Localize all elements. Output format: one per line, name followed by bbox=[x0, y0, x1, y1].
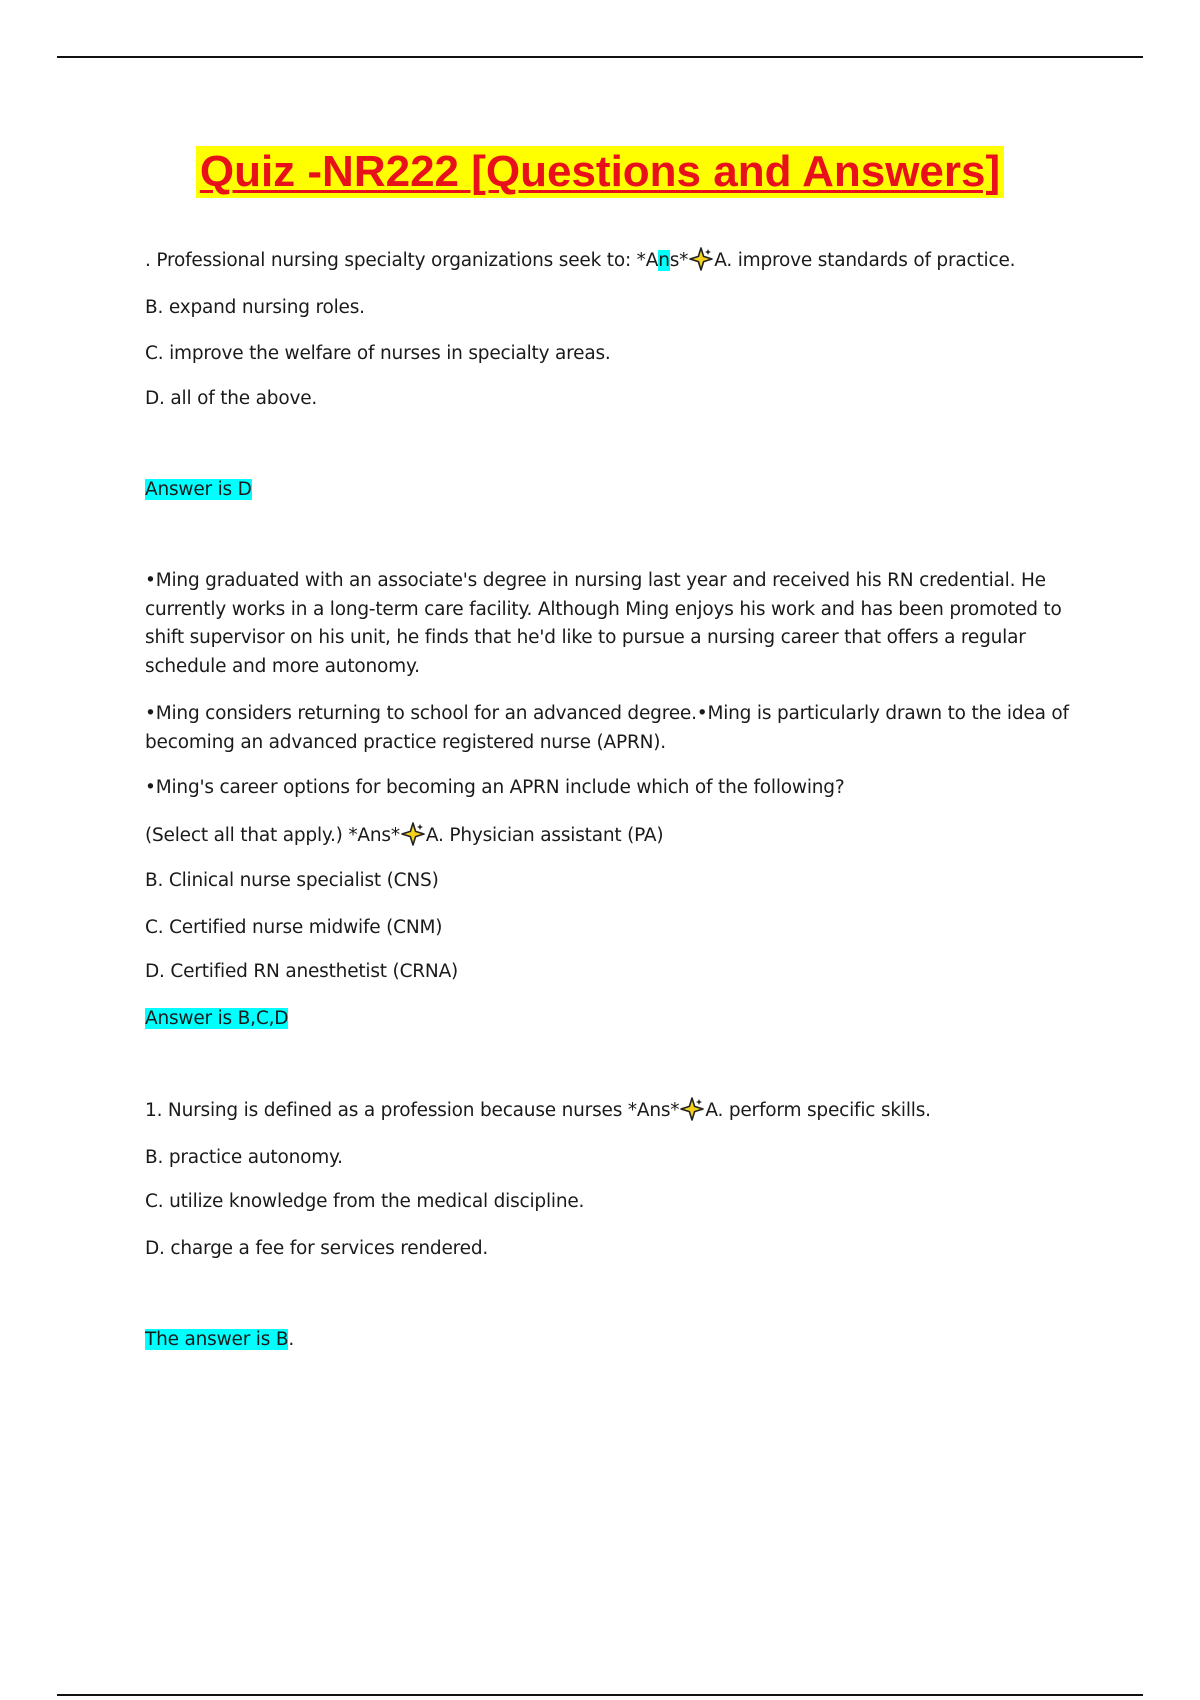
title-container bbox=[0, 146, 1200, 198]
q1-stem-highlight: n bbox=[658, 250, 670, 271]
q3-option-b: B. practice autonomy. bbox=[145, 1147, 343, 1168]
sparkle-star-icon bbox=[689, 247, 713, 271]
q2-answer bbox=[145, 1005, 1085, 1033]
q1-stem-text: . Professional nursing specialty organizations seek to: *A bbox=[145, 250, 659, 271]
q1-answer bbox=[145, 476, 1085, 504]
q3-stem bbox=[145, 1097, 1085, 1125]
q1-answer-text: Answer is D bbox=[145, 479, 252, 500]
q2-option-a: A. Physician assistant (PA) bbox=[425, 825, 664, 846]
q2-stem-text: (Select all that apply.) *Ans* bbox=[145, 825, 400, 846]
q1-option-d: D. all of the above. bbox=[145, 388, 318, 409]
q3-option-a: A. perform specific skills. bbox=[705, 1100, 931, 1121]
footer-rule bbox=[57, 1694, 1143, 1696]
q2-option-b: B. Clinical nurse specialist (CNS) bbox=[145, 870, 439, 891]
q2-paragraph-3: •Ming's career options for becoming an APRN include which of the following? bbox=[145, 777, 845, 798]
q2-option-c: C. Certified nurse midwife (CNM) bbox=[145, 917, 443, 938]
header-rule bbox=[57, 56, 1143, 58]
q1-stem-text-end: s* bbox=[669, 250, 689, 271]
q2-paragraph-2: •Ming considers returning to school for an advanced degree.•Ming is particularly drawn to the idea of becoming an advanced practice registered nurse (APRN). bbox=[145, 703, 1069, 753]
q1-stem bbox=[145, 247, 1085, 275]
q1-option-b: B. expand nursing roles. bbox=[145, 297, 365, 318]
q2-option-d: D. Certified RN anesthetist (CRNA) bbox=[145, 961, 459, 982]
q2-answer-text: Answer is B,C,D bbox=[145, 1008, 289, 1029]
q3-option-d: D. charge a fee for services rendered. bbox=[145, 1238, 489, 1259]
q1-option-a: A. improve standards of practice. bbox=[714, 250, 1016, 271]
q3-answer-period: . bbox=[288, 1329, 295, 1350]
sparkle-star-icon bbox=[401, 822, 425, 846]
document-title: Quiz -NR222 [Questions and Answers] bbox=[196, 146, 1004, 198]
sparkle-star-icon bbox=[680, 1097, 704, 1121]
q3-answer bbox=[145, 1326, 1085, 1354]
q3-stem-text: 1. Nursing is defined as a profession because nurses *Ans* bbox=[145, 1100, 680, 1121]
q2-stem bbox=[145, 822, 1085, 850]
q3-answer-text: The answer is B bbox=[145, 1329, 289, 1350]
q3-option-c: C. utilize knowledge from the medical discipline. bbox=[145, 1191, 585, 1212]
q1-option-c: C. improve the welfare of nurses in specialty areas. bbox=[145, 343, 611, 364]
q2-paragraph-1: •Ming graduated with an associate's degree in nursing last year and received his RN credential. He currently works in a long-term care facility. Although Ming enjoys his work and has been promoted to shift supervisor on his unit, he finds that he'd like to pursue a nursing career that offers a regular schedule and more autonomy. bbox=[145, 570, 1062, 677]
